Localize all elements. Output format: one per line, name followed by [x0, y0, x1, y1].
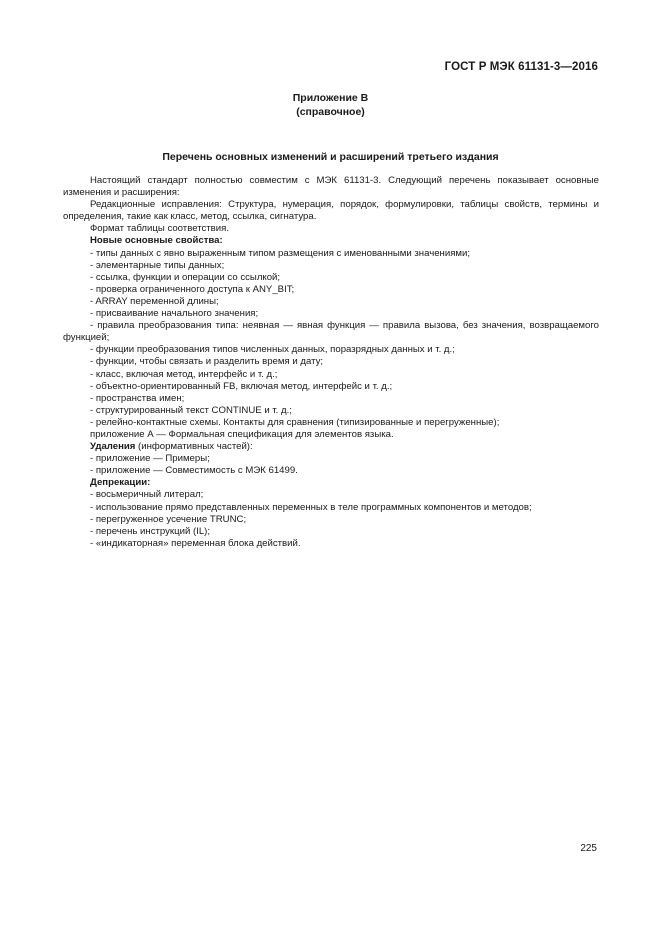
- paragraph-intro: Настоящий стандарт полностью совместим с МЭК 61131-3. Следующий перечень показывает основные изменения и расширения:: [63, 175, 599, 199]
- list-item: - функции преобразования типов численных данных, поразрядных данных и т. д.;: [90, 344, 455, 356]
- document-body: [63, 175, 599, 550]
- list-item: - правила преобразования типа: неявная — явная функция — правила вызова, без значения, возвращаемого функцией;: [63, 320, 599, 344]
- list-item: - объектно-ориентированный FB, включая метод, интерфейс и т. д.;: [90, 380, 393, 392]
- page-number: 225: [580, 843, 597, 854]
- list-item: - проверка ограниченного доступа к ANY_BIT;: [90, 283, 295, 295]
- deletions-heading: Удаления: [90, 441, 136, 453]
- new-features-heading: Новые основные свойства:: [90, 235, 223, 247]
- annex-heading: [0, 91, 661, 119]
- list-item: - структурированный текст CONTINUE и т. д.;: [90, 404, 292, 416]
- section-title: Перечень основных изменений и расширений третьего издания: [162, 151, 499, 163]
- list-item: - использование прямо представленных переменных в теле программных компонентов и методов;: [90, 501, 532, 513]
- list-item: - присваивание начального значения;: [90, 308, 259, 320]
- list-item: - приложение — Примеры;: [90, 453, 210, 465]
- deletions-note: (информативных частей):: [135, 441, 253, 453]
- list-item: - восьмеричный литерал;: [90, 489, 204, 501]
- list-item: - элементарные типы данных;: [90, 259, 225, 271]
- list-item: - приложение — Совместимость с МЭК 61499.: [90, 465, 298, 477]
- list-item: - класс, включая метод, интерфейс и т. д.;: [90, 368, 278, 380]
- list-item: - релейно-контактные схемы. Контакты для сравнения (типизированные и перегруженные);: [90, 416, 500, 428]
- annex-title: Приложение В: [292, 92, 369, 104]
- deletions-paragraph: [63, 441, 599, 453]
- list-item: - ARRAY переменной длины;: [90, 295, 219, 307]
- deprecations-heading: Депрекации:: [90, 477, 151, 489]
- list-item: - перечень инструкций (IL);: [90, 525, 211, 537]
- list-item: приложение А — Формальная спецификация для элементов языка.: [90, 428, 394, 440]
- list-item: - перегруженное усечение TRUNC;: [90, 513, 247, 525]
- list-item: - типы данных с явно выраженным типом размещения с именованными значениями;: [90, 247, 471, 259]
- annex-subtitle: (справочное): [296, 106, 365, 118]
- list-item: - функции, чтобы связать и разделить время и дату;: [90, 356, 324, 368]
- paragraph-editorial: Редакционные исправления: Структура, нумерация, порядок, формулировки, таблицы свойств, термины и определения, такие как класс, метод, ссылка, сигнатура.: [63, 199, 599, 223]
- list-item: - пространства имен;: [90, 392, 185, 404]
- list-item: - ссылка, функции и операции со ссылкой;: [90, 271, 281, 283]
- paragraph-format: Формат таблицы соответствия.: [90, 223, 230, 235]
- standard-designation: ГОСТ Р МЭК 61131-3—2016: [444, 61, 598, 73]
- list-item: - «индикаторная» переменная блока действий.: [90, 537, 301, 549]
